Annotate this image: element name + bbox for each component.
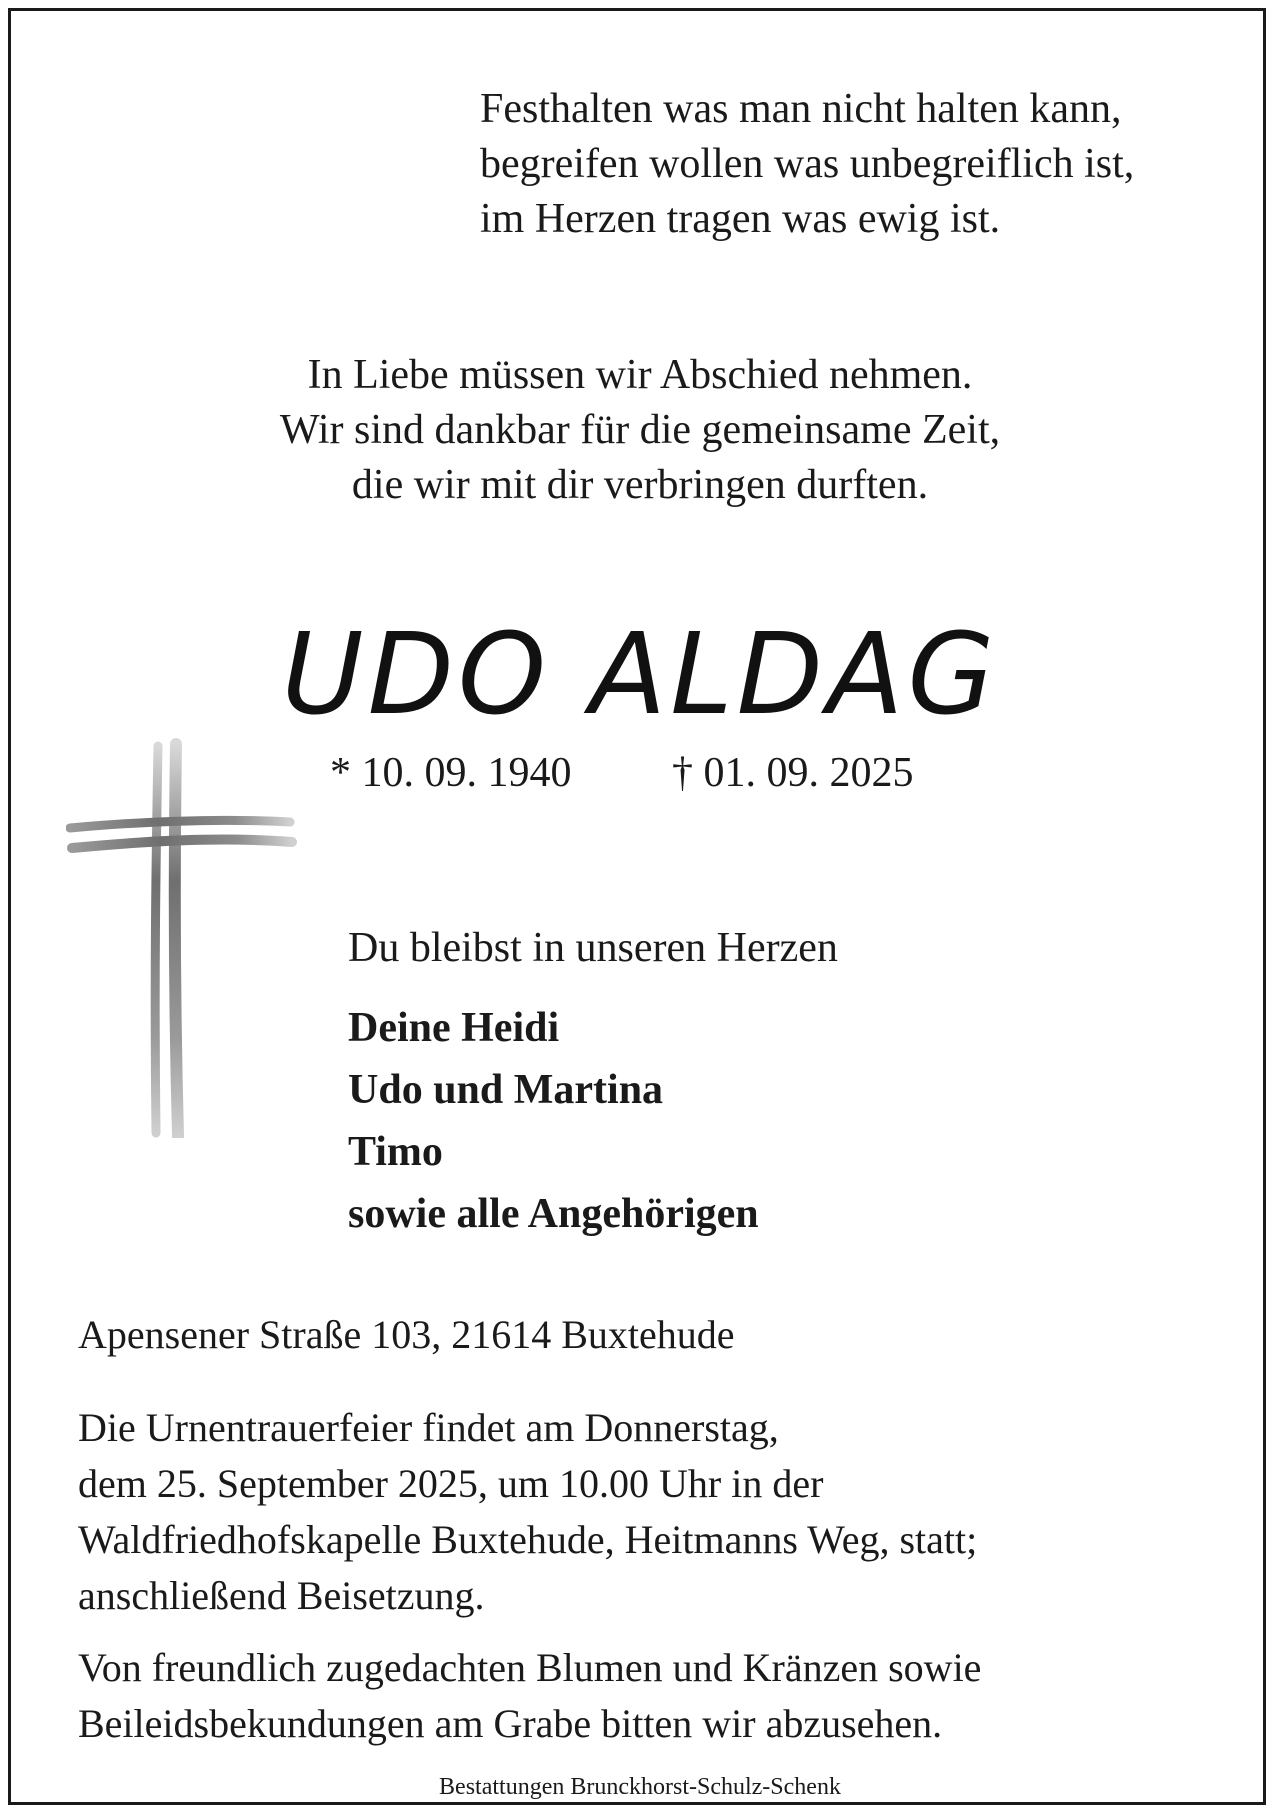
poem-line: Festhalten was man nicht halten kann,	[480, 86, 1122, 132]
mourner: sowie alle Angehörigen	[348, 1191, 759, 1237]
death-date: † 01. 09. 2025	[672, 750, 914, 796]
funeral-home: Bestattungen Brunckhorst-Schulz-Schenk	[439, 1774, 841, 1800]
remembrance-text: Du bleibst in unseren Herzen	[348, 925, 838, 971]
farewell-line: die wir mit dir verbringen durften.	[351, 462, 929, 508]
flowers-line: Von freundlich zugedachten Blumen und Kränzen sowie	[78, 1645, 982, 1690]
mourner: Timo	[348, 1129, 443, 1175]
cross-icon	[66, 738, 306, 1138]
poem-line: im Herzen tragen was ewig ist.	[480, 196, 1001, 242]
mourner: Deine Heidi	[348, 1005, 560, 1051]
address: Apensener Straße 103, 21614 Buxtehude	[78, 1312, 735, 1357]
ceremony-line: Die Urnentrauerfeier findet am Donnerstag,	[78, 1405, 779, 1450]
birth-date: * 10. 09. 1940	[330, 750, 572, 796]
ceremony-line: anschließend Beisetzung.	[78, 1573, 485, 1618]
farewell-line: In Liebe müssen wir Abschied nehmen.	[307, 352, 973, 398]
poem-line: begreifen wollen was unbegreiflich ist,	[480, 141, 1135, 187]
mourner: Udo und Martina	[348, 1067, 664, 1113]
farewell-text	[0, 348, 1280, 513]
flowers-line: Beileidsbekundungen am Grabe bitten wir abzusehen.	[78, 1701, 943, 1746]
ceremony-line: dem 25. September 2025, um 10.00 Uhr in der	[78, 1461, 824, 1506]
ceremony-info	[78, 1400, 977, 1624]
ceremony-line: Waldfriedhofskapelle Buxtehude, Heitmanns Weg, statt;	[78, 1517, 978, 1562]
flowers-note	[78, 1640, 981, 1752]
deceased-name: UDO ALDAG	[281, 610, 999, 740]
mourners-list	[348, 997, 759, 1245]
farewell-line: Wir sind dankbar für die gemeinsame Zeit,	[279, 407, 1001, 453]
poem	[480, 82, 1134, 247]
